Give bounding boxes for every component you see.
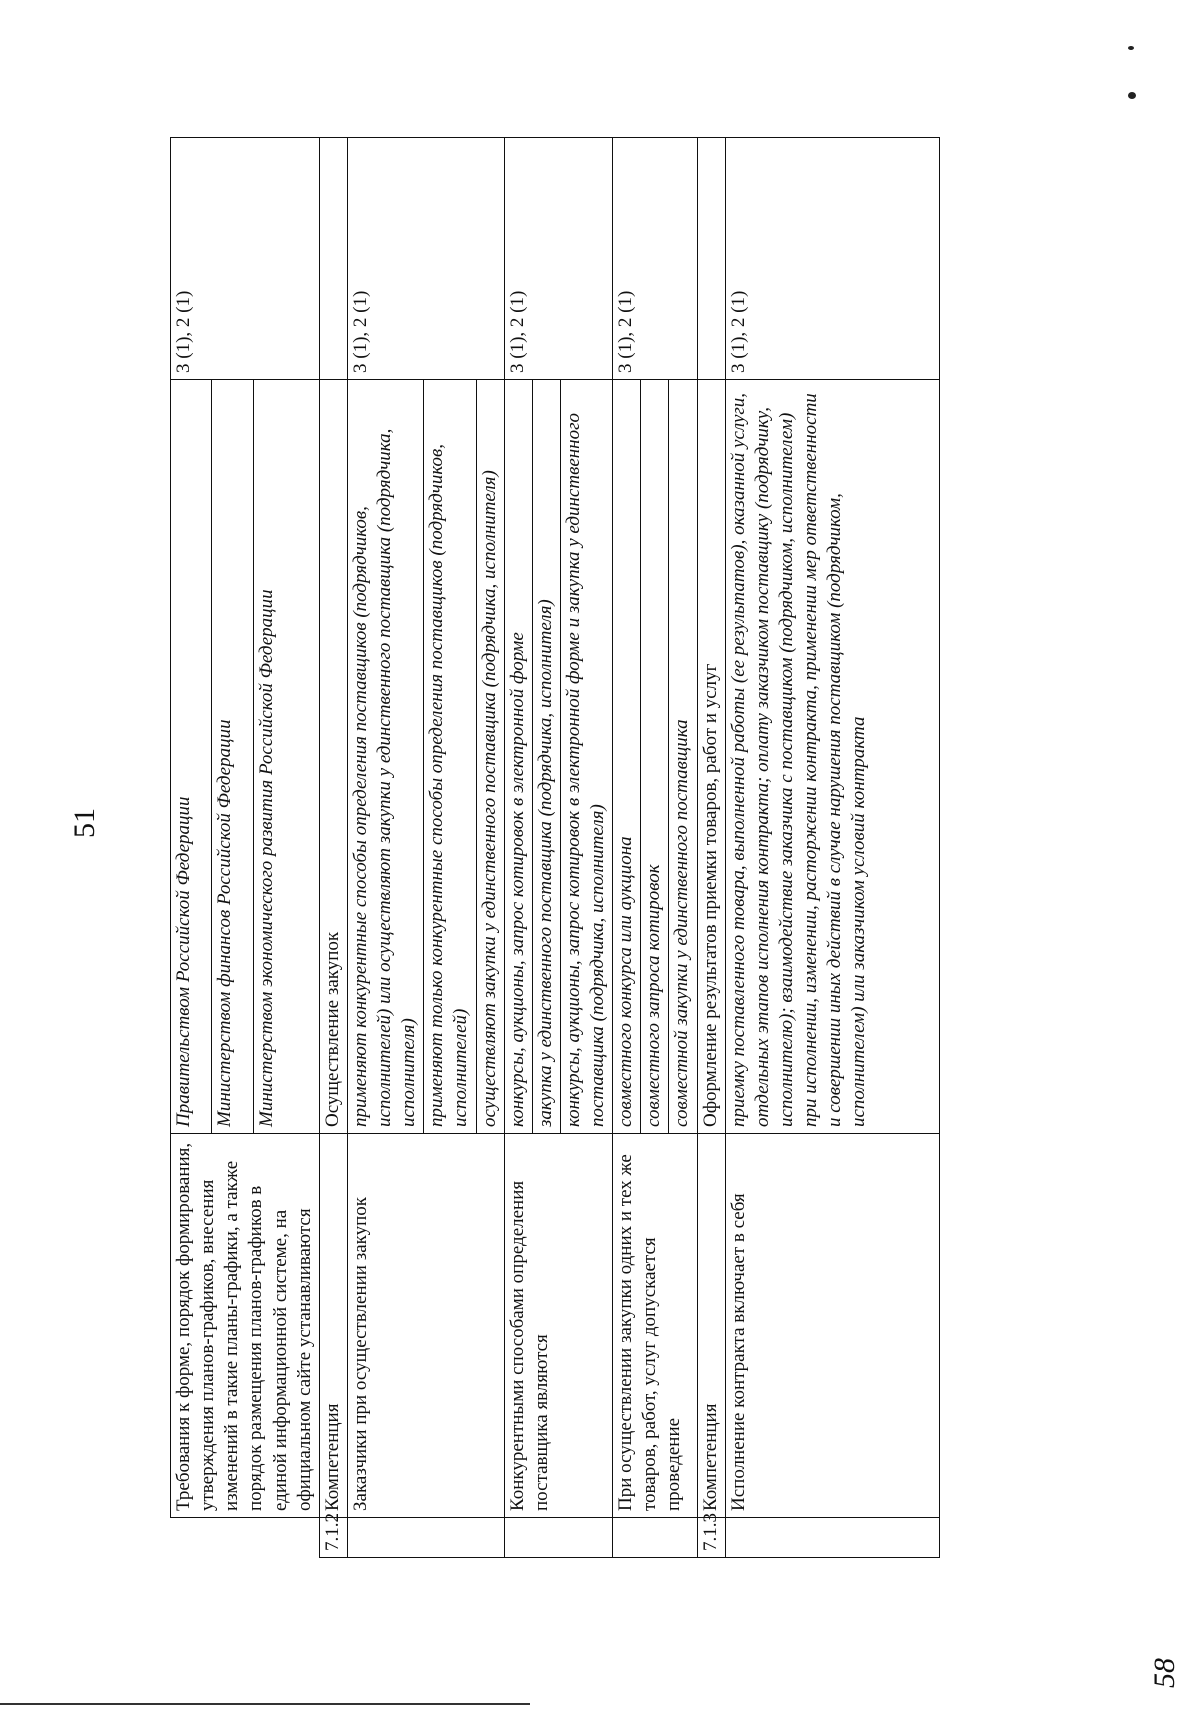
page-number: 51	[68, 808, 101, 838]
answer-option: применяют только конкурентные способы определения поставщиков (подрядчиков, исполнителей)	[424, 380, 476, 1134]
row-number	[347, 1518, 504, 1558]
answer-option: осуществляют закупки у единственного поставщика (подрядчика, исполнителя)	[476, 380, 504, 1134]
answer-option: приемку поставленного товара, выполненной работы (ее результатов), оказанной услуги, отдельных этапов исполнения контракта; оплату заказчиком поставщику (подрядчику, исполнителю); взаимодействие заказчика с поставщиком (подрядчиком, исполнителем) при исполнении, изменении, расторжении контракта, применении мер ответственности и совершении иных действий в случае нарушения поставщиком (подрядчиком, исполнителем) или заказчиком условий контракта	[725, 380, 939, 1134]
row-number	[171, 1518, 320, 1558]
question-cell: Конкурентными способами определения поставщика являются	[504, 1134, 613, 1518]
rotated-content	[170, 138, 1080, 1558]
reference-cell	[319, 138, 347, 380]
table-row	[347, 138, 423, 1558]
answer-option: Министерством экономического развития Российской Федерации	[253, 380, 319, 1134]
row-number	[613, 1518, 697, 1558]
question-cell: Заказчики при осуществлении закупок	[347, 1134, 504, 1518]
scan-speck	[1128, 46, 1134, 50]
row-number	[504, 1518, 613, 1558]
scan-speck	[1128, 92, 1136, 99]
table-row	[725, 138, 939, 1558]
section-number: 7.1.2	[319, 1518, 347, 1558]
answer-option: совместного конкурса или аукциона	[613, 380, 641, 1134]
answer-option: закупка у единственного поставщика (подрядчика, исполнителя)	[532, 380, 560, 1134]
scan-edge-line	[0, 1703, 530, 1705]
competence-title: Осуществление закупок	[319, 380, 347, 1134]
question-cell: Требования к форме, порядок формирования, утверждения планов-графиков, внесения изменений в такие планы-графики, а также порядок размещения планов-графиков в единой информационной системе, на официальном сайте устанавливаются	[171, 1134, 320, 1518]
answer-option: совместной закупки у единственного поставщика	[669, 380, 697, 1134]
question-cell: Исполнение контракта включает в себя	[725, 1134, 939, 1518]
answer-option: Министерством финансов Российской Федерации	[212, 380, 253, 1134]
table-row	[504, 138, 532, 1558]
competence-label: Компетенция	[319, 1134, 347, 1518]
assessment-table	[170, 137, 940, 1558]
section-number: 7.1.3	[697, 1518, 725, 1558]
competence-label: Компетенция	[697, 1134, 725, 1518]
reference-cell: 3 (1), 2 (1)	[613, 138, 697, 380]
handwritten-page-mark: 58	[1148, 1658, 1181, 1688]
competence-title: Оформление результатов приемки товаров, работ и услуг	[697, 380, 725, 1134]
table-row	[171, 138, 212, 1558]
reference-cell	[697, 138, 725, 380]
answer-option: Правительством Российской Федерации	[171, 380, 212, 1134]
reference-cell: 3 (1), 2 (1)	[171, 138, 320, 380]
table-row	[613, 138, 641, 1558]
answer-option: совместного запроса котировок	[641, 380, 669, 1134]
reference-cell: 3 (1), 2 (1)	[504, 138, 613, 380]
competence-row	[697, 138, 725, 1558]
competence-row	[319, 138, 347, 1558]
reference-cell: 3 (1), 2 (1)	[347, 138, 504, 380]
question-cell: При осуществлении закупки одних и тех же товаров, работ, услуг допускается проведение	[613, 1134, 697, 1518]
answer-option: конкурсы, аукционы, запрос котировок в электронной форме и закупка у единственного поставщика (подрядчика, исполнителя)	[560, 380, 612, 1134]
reference-cell: 3 (1), 2 (1)	[725, 138, 939, 380]
answer-option: применяют конкурентные способы определения поставщиков (подрядчиков, исполнителей) или осуществляют закупки у единственного поставщика (подрядчика, исполнителя)	[347, 380, 423, 1134]
row-number	[725, 1518, 939, 1558]
answer-option: конкурсы, аукционы, запрос котировок в электронной форме	[504, 380, 532, 1134]
